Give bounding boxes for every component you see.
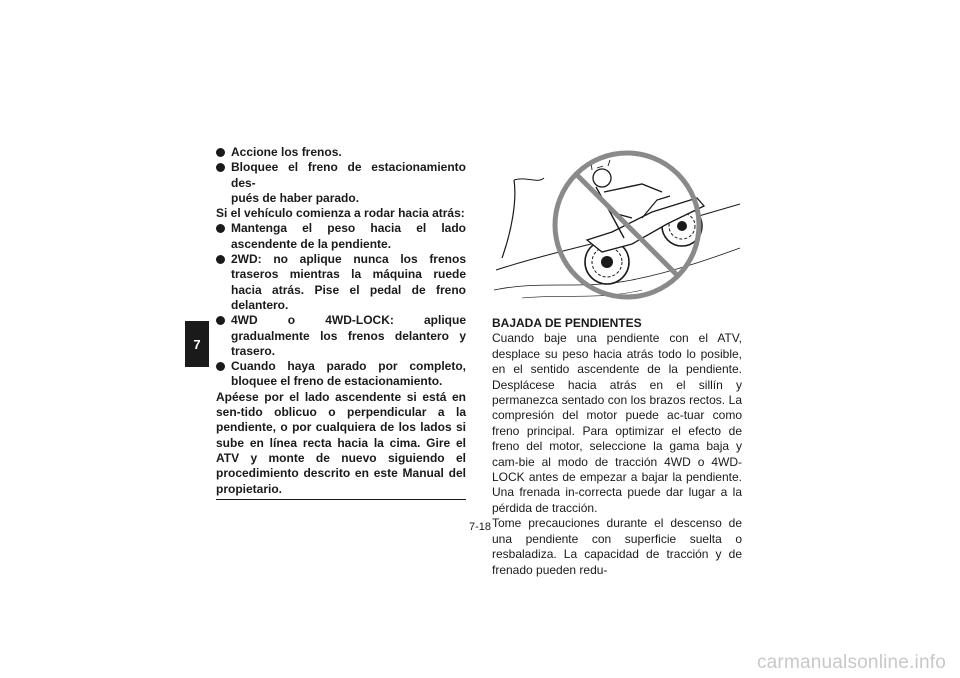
rollback-intro: Si el vehículo comienza a rodar hacia atrás: <box>216 206 465 221</box>
list-item: 2WD: no aplique nunca los frenos traseros mientras la máquina ruede hacia atrás. Pise el pedal de freno delantero. <box>216 252 466 313</box>
bullet-icon <box>216 224 225 233</box>
watermark: carmanualsonline.info <box>756 652 946 673</box>
paragraph: Cuando baje una pendiente con el ATV, desplace su peso hacia atrás todo lo posible, en el sentido ascendente de la pendiente. Desplácese hacia atrás en el sillín y permanezca sentado con los brazos rectos. La compresión del motor puede ac-tuar como freno principal. Para optimizar el efecto de freno del motor, seleccione la gama baja y cam-bie al modo de tracción 4WD o 4WD-LOCK antes de empezar a bajar la pendiente. Una frenada in-correcta puede dar lugar a la pérdida de tracción. <box>492 331 742 515</box>
list-item: Cuando haya parado por completo, bloquee el freno de estacionamiento. <box>216 359 466 390</box>
closing-paragraph: Apéese por el lado ascendente si está en sen-tido oblicuo o perpendicular a la pendiente, o por cualquiera de los lados si sube en línea recta hacia la cima. Gire el ATV y monte de nuevo siguiendo el procedimiento descrito en este Manual del propietario. <box>216 389 466 496</box>
list-item <box>216 160 466 206</box>
section-divider <box>216 499 466 500</box>
page-number: 7-18 <box>468 521 492 533</box>
bullet-icon <box>216 148 225 157</box>
section-heading: BAJADA DE PENDIENTES <box>492 316 642 330</box>
bullet-icon <box>216 255 225 264</box>
list-item: Mantenga el peso hacia el lado ascendente de la pendiente. <box>216 221 466 252</box>
bullet-icon <box>216 163 225 172</box>
chapter-tab: 7 <box>185 321 209 367</box>
left-column <box>216 145 466 500</box>
list-item: 4WD o 4WD-LOCK: aplique gradualmente los frenos delantero y trasero. <box>216 313 466 359</box>
bullet-icon <box>216 316 225 325</box>
bullet-icon <box>216 362 225 371</box>
list-item: Accione los frenos. <box>216 145 466 160</box>
list-item-text: Bloquee el freno de estacionamiento des- pués de haber parado. <box>231 160 466 205</box>
right-column <box>492 316 742 578</box>
paragraph: Tome precauciones durante el descenso de una pendiente con superficie suelta o resbaladiza. La capacidad de tracción y de frenado pueden redu- <box>492 516 742 577</box>
atv-uphill-prohibited-illustration <box>492 140 742 310</box>
